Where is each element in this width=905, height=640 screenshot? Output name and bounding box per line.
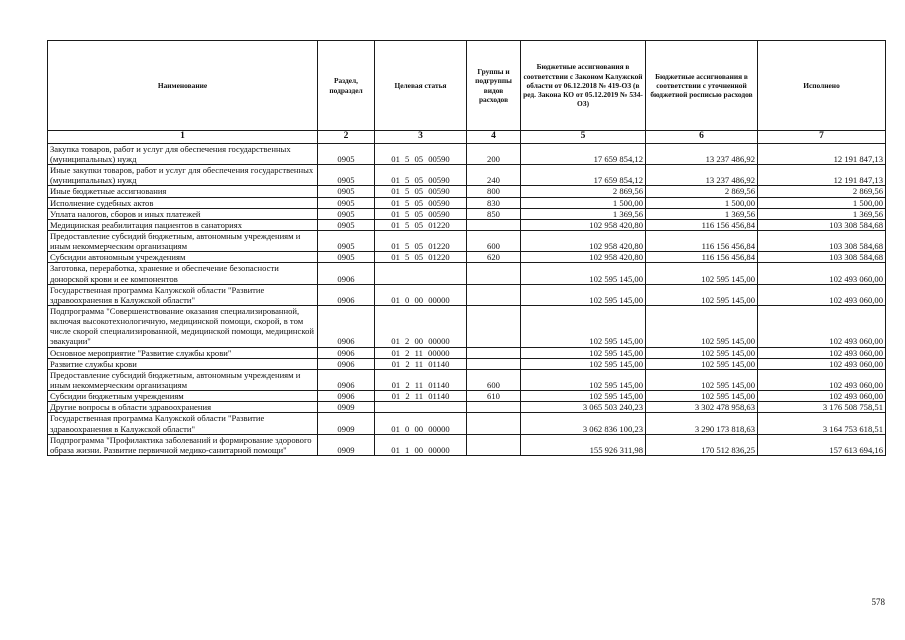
row-section-cell: 0906 (318, 369, 375, 390)
row-refined-cell: 2 869,56 (646, 186, 758, 197)
row-target-cell: 01 5 05 01220 (375, 219, 467, 230)
table-row (48, 197, 886, 208)
row-executed-cell: 3 176 508 758,51 (758, 402, 886, 413)
row-name-cell: Исполнение судебных актов (48, 197, 318, 208)
row-group-cell: 800 (467, 186, 521, 197)
row-name-cell: Субсидии автономным учреждениям (48, 252, 318, 263)
row-refined-cell: 13 237 486,92 (646, 143, 758, 164)
row-assigned-cell: 1 500,00 (521, 197, 646, 208)
row-section-cell: 0909 (318, 413, 375, 434)
row-executed-cell: 2 869,56 (758, 186, 886, 197)
row-section-cell: 0905 (318, 197, 375, 208)
row-assigned-cell: 17 659 854,12 (521, 143, 646, 164)
row-target-cell (375, 402, 467, 413)
row-group-cell (467, 219, 521, 230)
row-group-cell: 610 (467, 391, 521, 402)
row-target-cell: 01 2 11 00000 (375, 347, 467, 358)
column-number: 7 (758, 131, 886, 144)
table-row (48, 369, 886, 390)
table-row (48, 143, 886, 164)
header-assigned: Бюджетные ассигнования в соответствии с Законом Калужской области от 06.12.2018 № 419-ОЗ (в ред. Закона КО от 05.12.2019 № 534-ОЗ) (521, 41, 646, 131)
row-group-cell (467, 434, 521, 455)
row-target-cell (375, 263, 467, 284)
table-row (48, 208, 886, 219)
header-name: Наименование (48, 41, 318, 131)
row-assigned-cell: 102 595 145,00 (521, 305, 646, 347)
row-executed-cell: 3 164 753 618,51 (758, 413, 886, 434)
row-section-cell: 0905 (318, 219, 375, 230)
row-target-cell: 01 2 11 01140 (375, 391, 467, 402)
row-assigned-cell: 3 062 836 100,23 (521, 413, 646, 434)
row-name-cell: Предоставление субсидий бюджетным, автономным учреждениям и иным некоммерческим организациям (48, 231, 318, 252)
row-section-cell: 0905 (318, 186, 375, 197)
table-row (48, 391, 886, 402)
row-target-cell: 01 2 11 01140 (375, 358, 467, 369)
row-assigned-cell: 102 595 145,00 (521, 358, 646, 369)
row-executed-cell: 103 308 584,68 (758, 231, 886, 252)
row-assigned-cell: 2 869,56 (521, 186, 646, 197)
row-group-cell (467, 413, 521, 434)
row-refined-cell: 116 156 456,84 (646, 219, 758, 230)
row-section-cell: 0905 (318, 143, 375, 164)
row-refined-cell: 1 500,00 (646, 197, 758, 208)
row-refined-cell: 102 595 145,00 (646, 391, 758, 402)
row-refined-cell: 102 595 145,00 (646, 284, 758, 305)
column-number: 3 (375, 131, 467, 144)
row-assigned-cell: 3 065 503 240,23 (521, 402, 646, 413)
row-group-cell (467, 402, 521, 413)
row-executed-cell: 1 369,56 (758, 208, 886, 219)
row-refined-cell: 13 237 486,92 (646, 165, 758, 186)
table-row (48, 347, 886, 358)
row-target-cell: 01 5 05 01220 (375, 231, 467, 252)
row-executed-cell: 102 493 060,00 (758, 358, 886, 369)
column-number: 4 (467, 131, 521, 144)
row-group-cell: 600 (467, 231, 521, 252)
header-refined: Бюджетные ассигнования в соответствии с уточненной бюджетной росписью расходов (646, 41, 758, 131)
row-name-cell: Медицинская реабилитация пациентов в санаториях (48, 219, 318, 230)
table-row (48, 252, 886, 263)
row-section-cell: 0905 (318, 208, 375, 219)
column-number: 2 (318, 131, 375, 144)
header-target: Целевая статья (375, 41, 467, 131)
row-group-cell: 240 (467, 165, 521, 186)
column-number: 1 (48, 131, 318, 144)
row-executed-cell: 1 500,00 (758, 197, 886, 208)
row-target-cell: 01 0 00 00000 (375, 284, 467, 305)
row-target-cell: 01 5 05 00590 (375, 197, 467, 208)
row-section-cell: 0905 (318, 165, 375, 186)
row-assigned-cell: 102 595 145,00 (521, 263, 646, 284)
row-target-cell: 01 5 05 00590 (375, 186, 467, 197)
row-assigned-cell: 102 958 420,80 (521, 231, 646, 252)
row-refined-cell: 170 512 836,25 (646, 434, 758, 455)
row-executed-cell: 102 493 060,00 (758, 347, 886, 358)
row-group-cell: 600 (467, 369, 521, 390)
row-refined-cell: 102 595 145,00 (646, 347, 758, 358)
row-name-cell: Другие вопросы в области здравоохранения (48, 402, 318, 413)
header-executed: Исполнено (758, 41, 886, 131)
table-body (48, 143, 886, 455)
column-number: 5 (521, 131, 646, 144)
row-name-cell: Субсидии бюджетным учреждениям (48, 391, 318, 402)
table-row (48, 402, 886, 413)
row-target-cell: 01 2 00 00000 (375, 305, 467, 347)
row-name-cell: Государственная программа Калужской области "Развитие здравоохранения в Калужской области" (48, 413, 318, 434)
row-executed-cell: 103 308 584,68 (758, 252, 886, 263)
row-section-cell: 0906 (318, 358, 375, 369)
table-row (48, 231, 886, 252)
table-row (48, 358, 886, 369)
row-section-cell: 0909 (318, 434, 375, 455)
table-row (48, 434, 886, 455)
row-assigned-cell: 17 659 854,12 (521, 165, 646, 186)
table-row (48, 284, 886, 305)
row-name-cell: Государственная программа Калужской области "Развитие здравоохранения в Калужской области" (48, 284, 318, 305)
row-target-cell: 01 5 05 00590 (375, 143, 467, 164)
row-target-cell: 01 5 05 00590 (375, 208, 467, 219)
row-executed-cell: 12 191 847,13 (758, 143, 886, 164)
row-refined-cell: 3 302 478 958,63 (646, 402, 758, 413)
column-number: 6 (646, 131, 758, 144)
row-name-cell: Заготовка, переработка, хранение и обеспечение безопасности донорской крови и ее компонентов (48, 263, 318, 284)
row-group-cell (467, 263, 521, 284)
row-refined-cell: 3 290 173 818,63 (646, 413, 758, 434)
row-name-cell: Закупка товаров, работ и услуг для обеспечения государственных (муниципальных) нужд (48, 143, 318, 164)
row-section-cell: 0906 (318, 391, 375, 402)
row-executed-cell: 12 191 847,13 (758, 165, 886, 186)
row-name-cell: Предоставление субсидий бюджетным, автономным учреждениям и иным некоммерческим организациям (48, 369, 318, 390)
row-name-cell: Подпрограмма "Совершенствование оказания специализированной, включая высокотехнологичную, медицинской помощи, скорой, в том числе скорой специализированной, медицинской помощи, медицинской эвакуации" (48, 305, 318, 347)
row-assigned-cell: 102 958 420,80 (521, 252, 646, 263)
header-groups: Группы и подгруппы видов расходов (467, 41, 521, 131)
row-executed-cell: 102 493 060,00 (758, 305, 886, 347)
row-executed-cell: 102 493 060,00 (758, 284, 886, 305)
row-executed-cell: 102 493 060,00 (758, 369, 886, 390)
row-section-cell: 0909 (318, 402, 375, 413)
row-refined-cell: 1 369,56 (646, 208, 758, 219)
row-section-cell: 0906 (318, 284, 375, 305)
row-target-cell: 01 1 00 00000 (375, 434, 467, 455)
row-target-cell: 01 0 00 00000 (375, 413, 467, 434)
row-assigned-cell: 102 958 420,80 (521, 219, 646, 230)
row-assigned-cell: 102 595 145,00 (521, 369, 646, 390)
row-section-cell: 0906 (318, 305, 375, 347)
row-refined-cell: 102 595 145,00 (646, 305, 758, 347)
row-name-cell: Иные закупки товаров, работ и услуг для обеспечения государственных (муниципальных) нужд (48, 165, 318, 186)
table-row (48, 186, 886, 197)
row-section-cell: 0905 (318, 252, 375, 263)
row-refined-cell: 102 595 145,00 (646, 369, 758, 390)
row-assigned-cell: 102 595 145,00 (521, 284, 646, 305)
row-assigned-cell: 102 595 145,00 (521, 347, 646, 358)
row-group-cell (467, 284, 521, 305)
table-row (48, 219, 886, 230)
table-row (48, 165, 886, 186)
row-group-cell (467, 305, 521, 347)
row-executed-cell: 157 613 694,16 (758, 434, 886, 455)
row-target-cell: 01 5 05 00590 (375, 165, 467, 186)
row-executed-cell: 102 493 060,00 (758, 263, 886, 284)
row-refined-cell: 116 156 456,84 (646, 231, 758, 252)
table-row (48, 263, 886, 284)
row-assigned-cell: 155 926 311,98 (521, 434, 646, 455)
page-number: 578 (871, 597, 885, 607)
table-header (48, 41, 886, 144)
table-row (48, 413, 886, 434)
row-group-cell: 200 (467, 143, 521, 164)
row-executed-cell: 103 308 584,68 (758, 219, 886, 230)
row-name-cell: Основное мероприятие "Развитие службы крови" (48, 347, 318, 358)
row-refined-cell: 116 156 456,84 (646, 252, 758, 263)
row-section-cell: 0906 (318, 263, 375, 284)
row-group-cell: 850 (467, 208, 521, 219)
row-group-cell: 830 (467, 197, 521, 208)
row-group-cell (467, 347, 521, 358)
table-row (48, 305, 886, 347)
row-refined-cell: 102 595 145,00 (646, 358, 758, 369)
row-group-cell: 620 (467, 252, 521, 263)
row-assigned-cell: 1 369,56 (521, 208, 646, 219)
column-number-row (48, 131, 886, 144)
row-target-cell: 01 5 05 01220 (375, 252, 467, 263)
row-name-cell: Развитие службы крови (48, 358, 318, 369)
row-name-cell: Иные бюджетные ассигнования (48, 186, 318, 197)
row-assigned-cell: 102 595 145,00 (521, 391, 646, 402)
row-target-cell: 01 2 11 01140 (375, 369, 467, 390)
row-section-cell: 0905 (318, 231, 375, 252)
row-name-cell: Уплата налогов, сборов и иных платежей (48, 208, 318, 219)
row-name-cell: Подпрограмма "Профилактика заболеваний и формирование здорового образа жизни. Развитие первичной медико-санитарной помощи" (48, 434, 318, 455)
header-section: Раздел, подраздел (318, 41, 375, 131)
row-executed-cell: 102 493 060,00 (758, 391, 886, 402)
row-section-cell: 0906 (318, 347, 375, 358)
row-refined-cell: 102 595 145,00 (646, 263, 758, 284)
row-group-cell (467, 358, 521, 369)
budget-table (47, 40, 886, 456)
